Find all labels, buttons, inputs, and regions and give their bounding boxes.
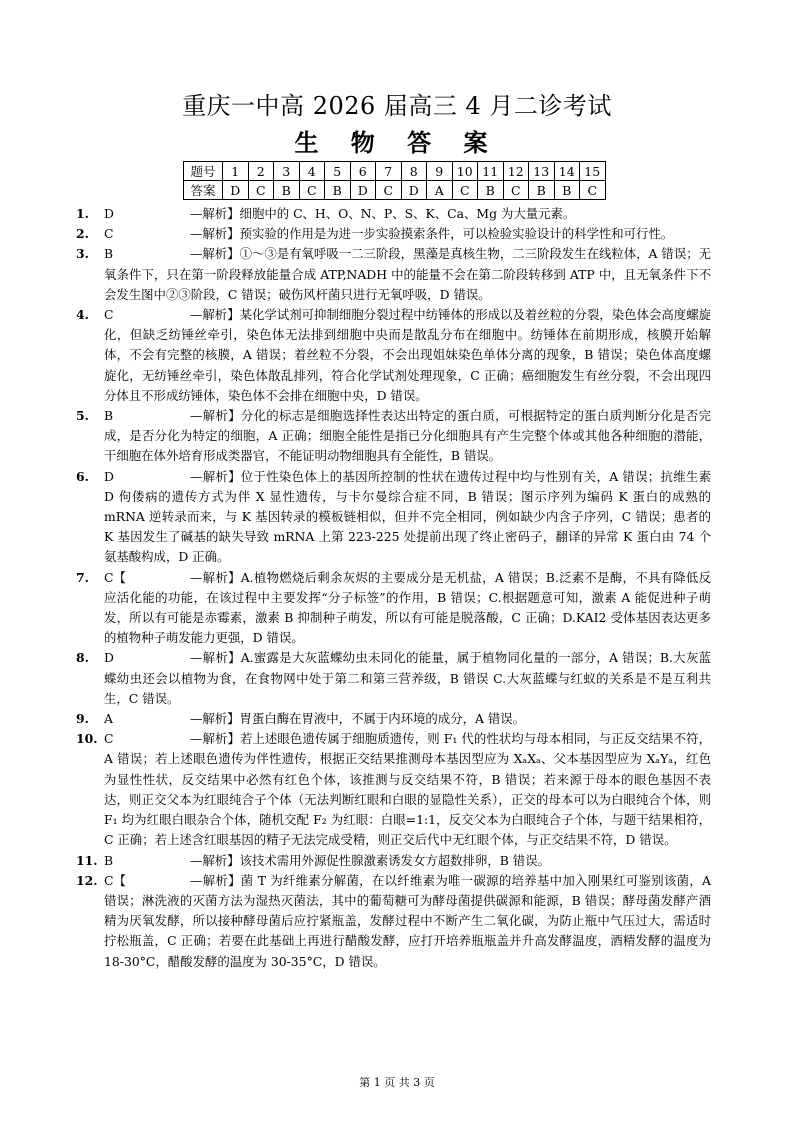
answer-cell: B <box>478 181 504 200</box>
item-explanation: —解析】预实验的作用是为进一步实验摸索条件，可以检验实验设计的科学性和可行性。 <box>190 226 674 242</box>
item-answer: A <box>104 711 113 727</box>
explanation-item <box>0 224 794 244</box>
item-answer: C <box>104 226 114 242</box>
question-number-cell: 14 <box>554 162 580 181</box>
answer-explanations <box>0 204 794 972</box>
answer-table-row1-label: 题号 <box>184 162 223 181</box>
page-subtitle: 生 物 答 案 <box>294 128 500 157</box>
explanation-item <box>0 467 794 568</box>
answer-cell: C <box>503 181 529 200</box>
item-number: 4. <box>76 307 89 323</box>
item-number: 7. <box>76 569 89 585</box>
item-number: 3. <box>76 246 89 262</box>
answer-table-row2-label: 答案 <box>184 181 223 200</box>
item-answer: B <box>104 246 114 262</box>
question-number-cell: 11 <box>478 162 504 181</box>
answer-cell: C <box>376 181 402 200</box>
answer-table <box>183 161 606 200</box>
explanation-item <box>0 568 794 649</box>
page-footer: 第 1 页 共 3 页 <box>359 1076 435 1089</box>
item-answer: D <box>104 206 114 221</box>
explanation-item <box>0 305 794 406</box>
question-number-cell: 2 <box>248 162 274 181</box>
item-explanation: —解析】若上述眼色遗传属于细胞质遗传，则 F₁ 代的性状均与母本相同，与正反交结果不符，A 错误；若上述眼色遗传为伴性遗传，根据正交结果推测母本基因型应为 XₐXₐ、父本基因型应为 XₐYₐ，红色为显性性状，反交结果中必然有红色个体，该推测与反交结果不符，B 错误；若来源于母本的眼色基因不表达，则正交父本为红眼纯合子个体（无法判断红眼和白眼的显隐性关系），正交的母本可以为白眼纯合个体，则 F₁ 均为红眼白眼杂合个体，随机交配 F₂ 为红眼：白眼=1:1，反交父本为白眼纯合子个体，与题干结果相符，C 正确；若上述含红眼基因的精子无法完成受精，则正交后代中无红眼个体，与正交结果不符，D 错误。 <box>104 731 711 848</box>
answer-cell: D <box>350 181 376 200</box>
question-number-cell: 1 <box>223 162 249 181</box>
answer-cell: D <box>223 181 249 200</box>
explanation-item <box>0 406 794 467</box>
question-number-cell: 3 <box>274 162 300 181</box>
answer-cell: C <box>452 181 478 200</box>
item-explanation: —解析】某化学试剂可抑制细胞分裂过程中纺锤体的形成以及着丝粒的分裂，染色体会高度螺旋化，但缺乏纺锤丝牵引，染色体无法排到细胞中央而是散乱分布在细胞中。纺锤体在前期形成，核膜开始解体，不会有完整的核膜，A 错误；着丝粒不分裂，不会出现姐妹染色单体分离的现象，B 错误；染色体高度螺旋化，无纺锤丝牵引，染色体散乱排列，符合化学试剂处理现象，C 正确；癌细胞发生有丝分裂，不会出现四分体且不形成纺锤体，染色体不会排在细胞中央，D 错误。 <box>104 307 711 403</box>
item-number: 6. <box>76 468 89 484</box>
item-answer: C <box>104 731 114 747</box>
answer-cell: B <box>554 181 580 200</box>
question-number-cell: 6 <box>350 162 376 181</box>
explanation-item <box>0 244 794 305</box>
question-number-cell: 15 <box>580 162 606 181</box>
item-explanation: —解析】细胞中的 C、H、O、N、P、S、K、Ca、Mg 为大量元素。 <box>190 206 576 221</box>
explanation-item <box>0 871 794 972</box>
answer-cell: B <box>529 181 555 200</box>
item-number: 5. <box>76 408 89 424</box>
answer-cell: C <box>248 181 274 200</box>
answer-cell: A <box>427 181 453 200</box>
item-answer: D <box>104 468 114 484</box>
answer-cell: B <box>325 181 351 200</box>
answer-table-number-row <box>184 162 606 181</box>
item-number: 12. <box>76 872 98 888</box>
answer-cell: C <box>299 181 325 200</box>
item-answer: C <box>104 307 114 323</box>
answer-cell: B <box>274 181 300 200</box>
item-answer: B <box>104 852 114 868</box>
item-explanation: —解析】A.植物燃烧后剩余灰烬的主要成分是无机盐，A 错误；B.泛素不是酶，不具有降低反应活化能的功能，在该过程中主要发挥“分子标签”的作用，B 错误；C.根据题意可知，激素 A 能促进种子萌发，所以有可能是赤霉素，激素 B 抑制种子萌发，所以有可能是脱落酸，C 正确；D.KAI2 受体基因表达更多的植物种子萌发能力更强，D 错误。 <box>104 569 711 646</box>
explanation-item <box>0 729 794 850</box>
page-title: 重庆一中高 2026 届高三 4 月二诊考试 <box>182 92 612 120</box>
item-answer: D <box>104 650 114 666</box>
item-explanation: —解析】菌 T 为纤维素分解菌，在以纤维素为唯一碳源的培养基中加入刚果红可鉴别该菌，A 错误；淋洗液的灭菌方法为湿热灭菌法，其中的葡萄糖可为酵母菌提供碳源和能源，B 错误；酵母菌发酵产酒精为厌氧发酵，所以接种酵母菌后应拧紧瓶盖，发酵过程中不断产生二氧化碳，为防止瓶中气压过大，需适时拧松瓶盖，C 正确；若要在此基础上再进行醋酸发酵，应打开培养瓶瓶盖并升高发酵温度，酒精发酵的温度为 18-30°C，醋酸发酵的温度为 30-35°C，D 错误。 <box>104 872 711 969</box>
item-explanation: —解析】分化的标志是细胞选择性表达出特定的蛋白质，可根据特定的蛋白质判断分化是否完成，是否分化为特定的细胞，A 正确；细胞全能性是指已分化细胞具有产生完整个体或其他各种细胞的潜能，干细胞在体外培育形成类器官，不能证明动物细胞具有全能性，B 错误。 <box>104 408 711 464</box>
question-number-cell: 13 <box>529 162 555 181</box>
item-explanation: —解析】位于性染色体上的基因所控制的性状在遗传过程中均与性别有关，A 错误；抗维生素 D 佝偻病的遗传方式为伴 X 显性遗传，与卡尔曼综合症不同，B 错误；图示序列为编码 K 蛋白的成熟的 mRNA 逆转录而来，与 K 基因转录的模板链相似，但并不完全相同，例如缺少内含子序列，C 错误；患者的 K 基因发生了碱基的缺失导致 mRNA 上第 223-225 处提前出现了终止密码子，翻译的异常 K 蛋白由 74 个氨基酸构成，D 正确。 <box>104 468 711 565</box>
answer-cell: D <box>401 181 427 200</box>
item-number: 10. <box>76 731 98 747</box>
question-number-cell: 12 <box>503 162 529 181</box>
explanation-item <box>0 648 794 709</box>
explanation-item <box>0 204 794 224</box>
question-number-cell: 5 <box>325 162 351 181</box>
item-number: 2. <box>76 226 89 242</box>
item-explanation: —解析】①～③是有氧呼吸一二三阶段，黑藻是真核生物，二三阶段发生在线粒体，A 错误；无氧条件下，只在第一阶段释放能量合成 ATP,NADH 中的能量不会在第二阶段转移到 ATP 中，且无氧条件下不会发生图中②③阶段，C 错误；破伤风杆菌只进行无氧呼吸，D 错误。 <box>104 246 711 302</box>
item-number: 1. <box>76 206 89 221</box>
question-number-cell: 4 <box>299 162 325 181</box>
item-number: 8. <box>76 650 89 666</box>
answer-table-answer-row <box>184 181 606 200</box>
item-explanation: —解析】胃蛋白酶在胃液中，不属于内环境的成分，A 错误。 <box>190 711 526 727</box>
explanation-item <box>0 851 794 871</box>
item-number: 9. <box>76 711 89 727</box>
question-number-cell: 9 <box>427 162 453 181</box>
question-number-cell: 7 <box>376 162 402 181</box>
item-answer: C【 <box>104 569 126 585</box>
item-explanation: —解析】A.蜜露是大灰蓝蝶幼虫未同化的能量，属于植物同化量的一部分，A 错误；B.大灰蓝蝶幼虫还会以植物为食，在食物网中处于第二和第三营养级，B 错误 C.大灰蓝蝶与红蚁的关系是不是互利共生，C 错误。 <box>104 650 711 706</box>
answer-cell: C <box>580 181 606 200</box>
question-number-cell: 8 <box>401 162 427 181</box>
question-number-cell: 10 <box>452 162 478 181</box>
item-number: 11. <box>76 852 98 868</box>
item-answer: C【 <box>104 872 126 888</box>
item-answer: B <box>104 408 114 424</box>
item-explanation: —解析】该技术需用外源促性腺激素诱发女方超数排卵，B 错误。 <box>190 852 550 868</box>
explanation-item <box>0 709 794 729</box>
